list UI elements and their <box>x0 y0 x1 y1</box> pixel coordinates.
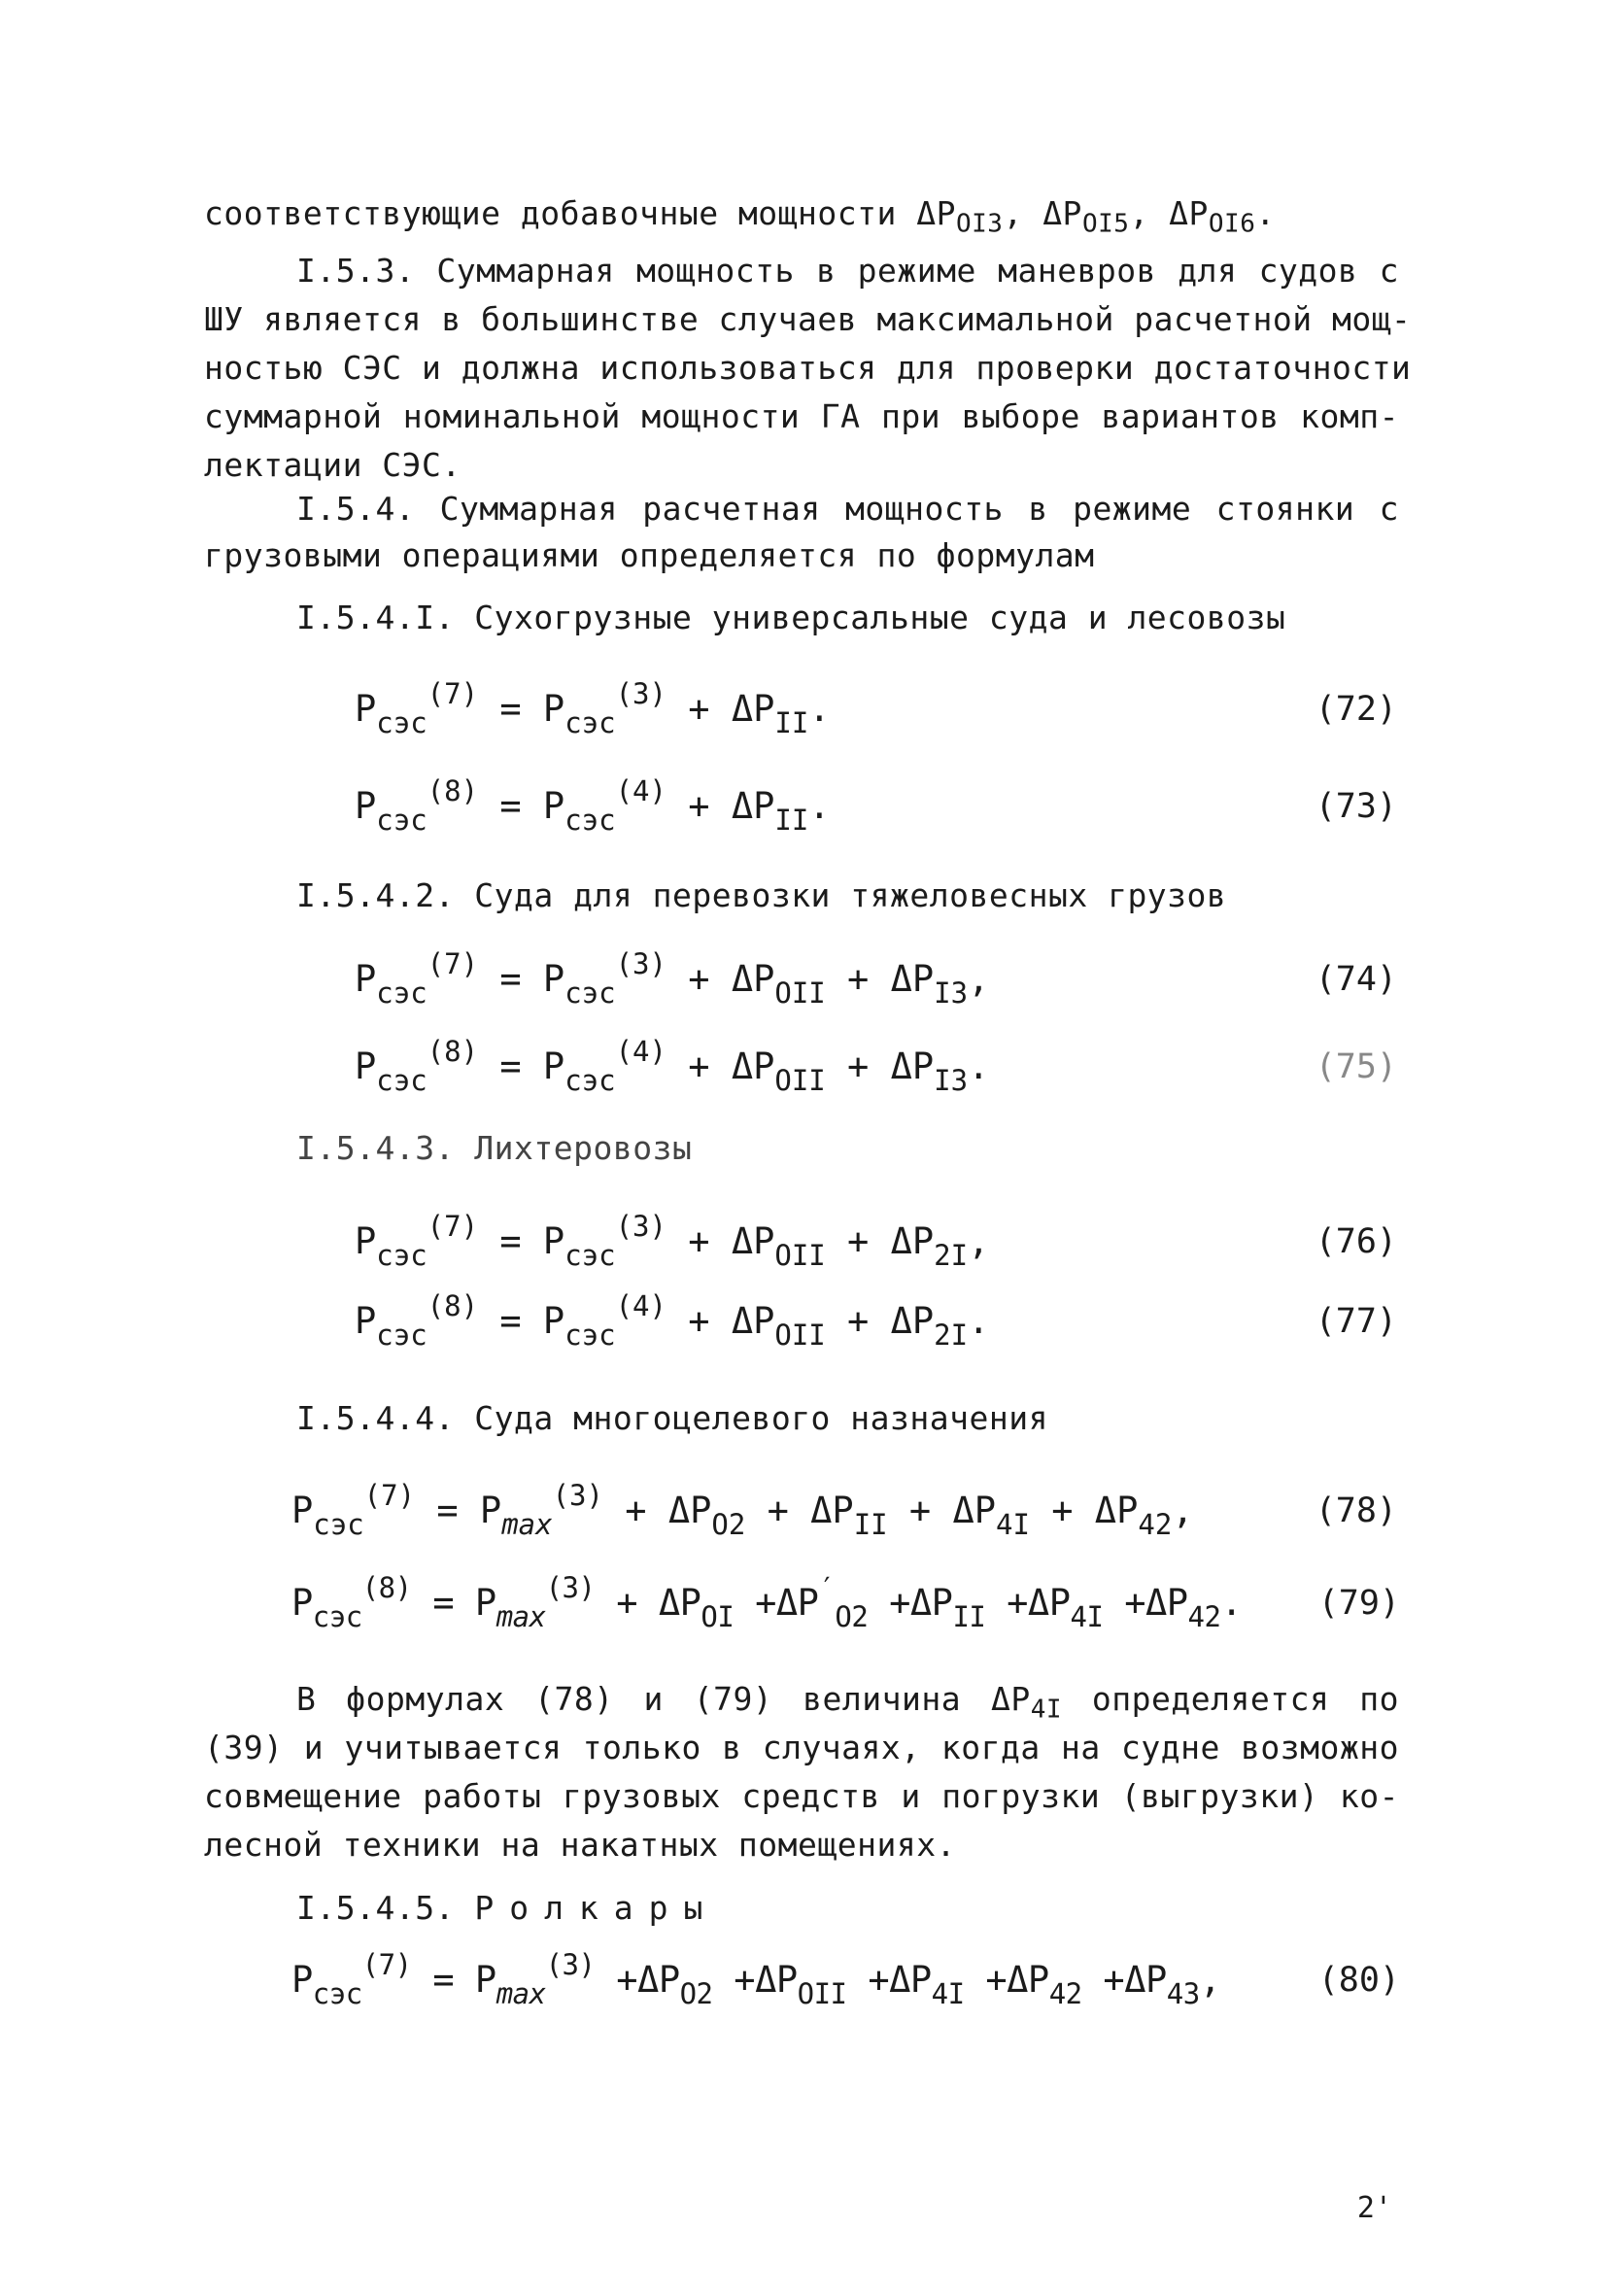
para-note-line-3: совмещение работы грузовых средств и погрузки (выгрузки) ко- <box>204 1777 1399 1815</box>
formula-74: $P_{сэс}^{(7)} = P_{сэс}^{(3)} + \Delta P_{OII} + \Delta P_{I3}$, <box>355 947 990 1010</box>
equation-number-80: (80) <box>1317 1961 1400 2000</box>
formula-77: $P_{сэс}^{(8)} = P_{сэс}^{(4)} + \Delta P_{OII} + \Delta P_{2I}$. <box>355 1289 990 1352</box>
section-heading-1541: I.5.4.I. Сухогрузные универсальные суда и лесовозы <box>296 599 1286 636</box>
para-154-line-1: I.5.4. Суммарная расчетная мощность в режиме стоянки с <box>296 490 1399 528</box>
equation-number-74: (74) <box>1315 960 1397 999</box>
para-153-line-2: ШУ является в большинстве случаев максимальной расчетной мощ- <box>204 300 1412 338</box>
text-line-added-powers: соответствующие добавочные мощности $\Delta P_{OI3}$, $\Delta P_{OI5}$, $\Delta P_{OI6}$. <box>204 194 1276 239</box>
equation-number-75: (75) <box>1315 1047 1397 1086</box>
para-153-line-4: суммарной номинальной мощности ГА при выборе вариантов комп- <box>204 397 1399 435</box>
para-153-line-3: ностью СЭС и должна использоваться для проверки достаточности <box>204 349 1412 387</box>
para-153-line-1: I.5.3. Суммарная мощность в режиме маневров для судов с <box>296 252 1399 290</box>
formula-75: $P_{сэс}^{(8)} = P_{сэс}^{(4)} + \Delta P_{OII} + \Delta P_{I3}$. <box>355 1035 990 1097</box>
formula-76: $P_{сэс}^{(7)} = P_{сэс}^{(3)} + \Delta P_{OII} + \Delta P_{2I}$, <box>355 1210 990 1272</box>
equation-number-72: (72) <box>1315 690 1397 729</box>
equation-number-79: (79) <box>1317 1584 1400 1623</box>
section-heading-1543: I.5.4.3. Лихтеровозы <box>296 1129 693 1167</box>
formula-72: $P_{сэс}^{(7)} = P_{сэс}^{(3)} + \Delta P_{II}$. <box>355 677 831 739</box>
formula-79: $P_{сэс}^{(8)} = P_{max}^{(3)} + \Delta P_{OI} +\Delta P'_{O2} +\Delta P_{II} +\Delta P_{4I} +\Delta P_{42}$. <box>291 1571 1243 1633</box>
section-heading-1545: I.5.4.5. Ролкары <box>296 1889 719 1927</box>
page-number: 2' <box>1356 2191 1392 2225</box>
para-153-line-5: лектации СЭС. <box>204 446 461 484</box>
para-154-line-2: грузовыми операциями определяется по формулам <box>204 536 1095 574</box>
equation-number-77: (77) <box>1315 1302 1397 1341</box>
equation-number-73: (73) <box>1315 787 1397 826</box>
section-heading-1542: I.5.4.2. Суда для перевозки тяжеловесных грузов <box>296 876 1227 914</box>
formula-78: $P_{сэс}^{(7)} = P_{max}^{(3)} + \Delta P_{O2} + \Delta P_{II} + \Delta P_{4I} + \Delta P_{42}$, <box>291 1479 1194 1541</box>
para-note-line-4: лесной техники на накатных помещениях. <box>204 1826 956 1864</box>
para-note-line-2: (39) и учитывается только в случаях, когда на судне возможно <box>204 1729 1399 1766</box>
para-note-line-1: В формулах (78) и (79) величина $\Delta P_{4I}$ определяется по <box>296 1680 1399 1725</box>
formula-80: $P_{сэс}^{(7)} = P_{max}^{(3)} +\Delta P_{O2} +\Delta P_{OII} +\Delta P_{4I} +\Delta P_{42} +\Delta P_{43}$, <box>291 1948 1221 2010</box>
formula-73: $P_{сэс}^{(8)} = P_{сэс}^{(4)} + \Delta P_{II}$. <box>355 774 831 837</box>
equation-number-78: (78) <box>1315 1491 1397 1530</box>
equation-number-76: (76) <box>1315 1222 1397 1261</box>
section-heading-1544: I.5.4.4. Суда многоцелевого назначения <box>296 1399 1048 1437</box>
